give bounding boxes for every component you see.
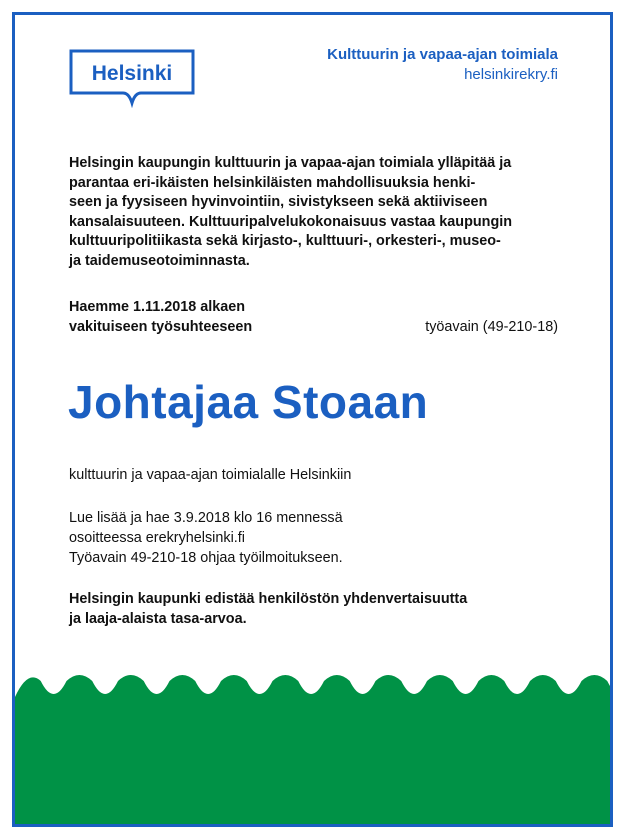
equality-statement: Helsingin kaupunki edistää henkilöstön yhdenvertaisuutta ja laaja-alaista tasa-arvoa. [69,591,468,627]
department-header [327,45,558,85]
apply-deadline: Lue lisää ja hae 3.9.2018 klo 16 mennessä [69,510,343,526]
job-code: työavain (49-210-18) [425,319,558,335]
website-link[interactable]: helsinkirekry.fi [464,66,558,83]
green-wave-footer [15,655,610,824]
wave-shape [15,675,610,824]
application-info [69,508,343,568]
intro-paragraph: Helsingin kaupungin kulttuurin ja vapaa-ajan toimiala ylläpitää ja parantaa eri-ikäisten helsinkiläisten mahdollisuuksia henki- seen ja fyysiseen hyvinvointiin, sivistykseen sekä aktiiviseen kansalaisuuteen. Kulttuuripalvelukokonaisuus vastaa kaupungin kulttuuripolitiikasta sekä kirjasto-, kulttuuri-, orkesteri-, museo- ja taidemuseotoiminnasta. [69,155,513,269]
job-title: Johtajaa Stoaan [68,376,429,428]
apply-address[interactable]: osoitteessa erekryhelsinki.fi [69,530,245,546]
department-name: Kulttuurin ja vapaa-ajan toimiala [327,46,558,63]
helsinki-logo [69,49,195,109]
vacancy-start [69,297,252,337]
job-subtitle: kulttuurin ja vapaa-ajan toimialalle Helsinkiin [69,467,352,483]
vacancy-start-line1: Haemme 1.11.2018 alkaen [69,299,246,315]
advertisement-frame [12,12,613,827]
helsinki-crest-icon [69,49,195,109]
wave-decoration [15,655,610,824]
apply-code-note: Työavain 49-210-18 ohjaa työilmoitukseen. [69,550,343,566]
vacancy-start-line2: vakituiseen työsuhteeseen [69,319,253,335]
logo-text: Helsinki [91,62,173,85]
